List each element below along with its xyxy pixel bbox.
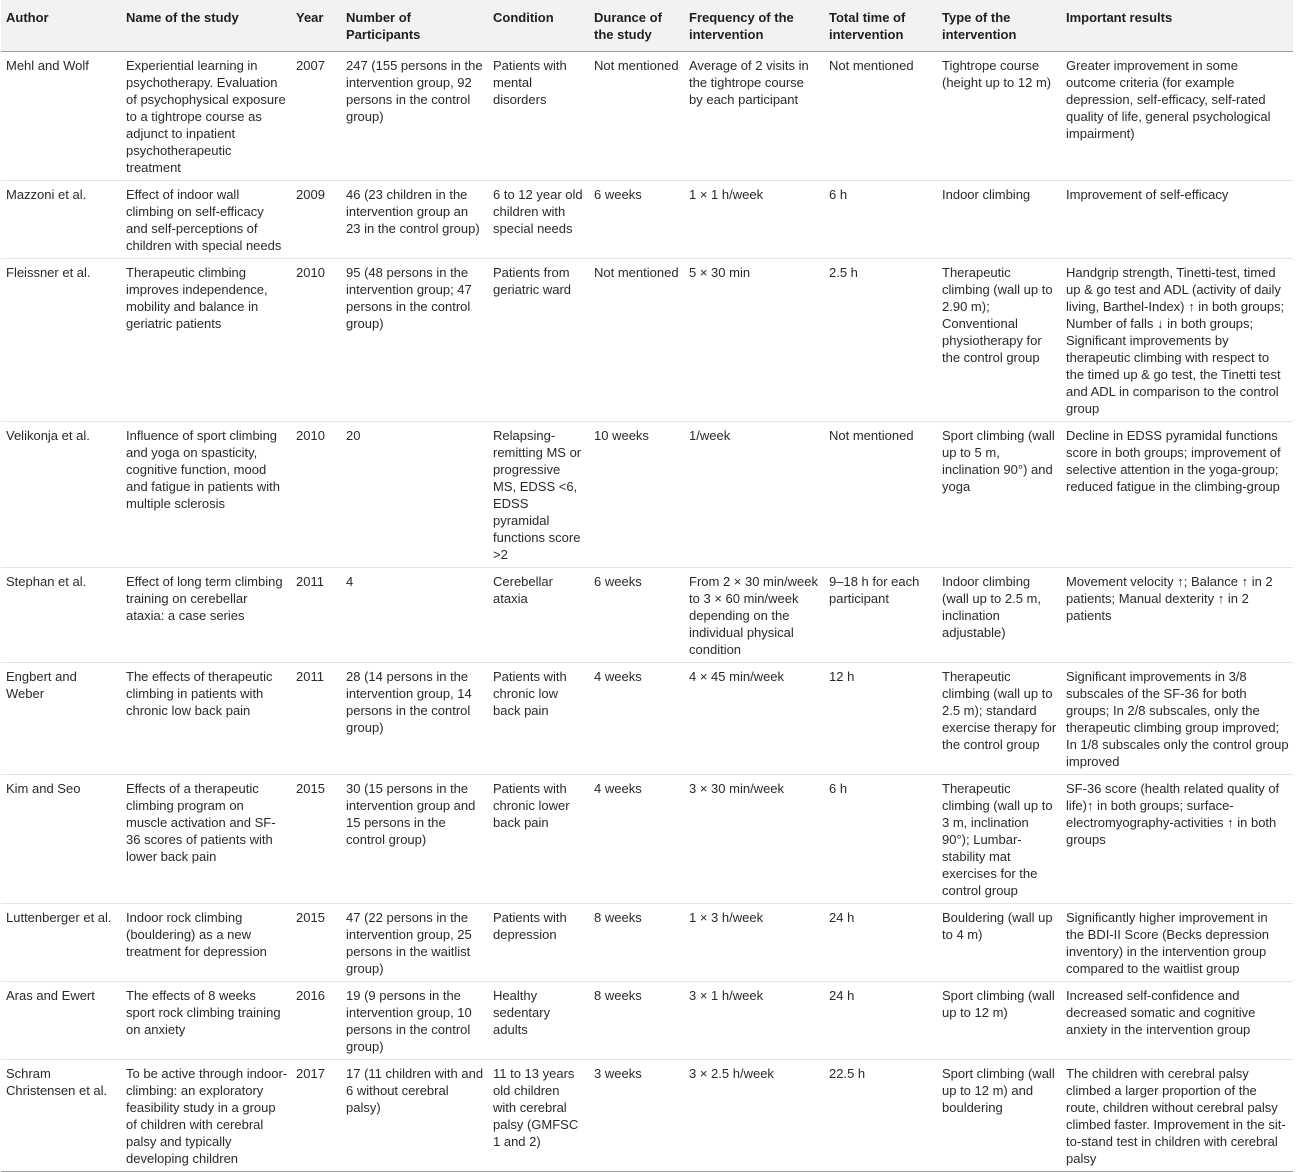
cell-duration: 6 weeks xyxy=(590,181,685,259)
header-duration: Durance of the study xyxy=(590,0,685,52)
table-row xyxy=(1,775,1293,904)
cell-author: Stephan et al. xyxy=(1,568,122,663)
cell-intervention-type: Bouldering (wall up to 4 m) xyxy=(938,904,1062,982)
cell-results: SF-36 score (health related quality of life)↑ in both groups; surface-electromyography-activities ↑ in both groups xyxy=(1062,775,1293,904)
cell-intervention-type: Therapeutic climbing (wall up to 2.5 m); standard exercise therapy for the control group xyxy=(938,663,1062,775)
cell-frequency: Average of 2 visits in the tightrope course by each participant xyxy=(685,52,825,181)
cell-total-time: 24 h xyxy=(825,982,938,1060)
cell-condition: Relapsing-remitting MS or progressive MS, EDSS <6, EDSS pyramidal functions score >2 xyxy=(489,422,590,568)
cell-frequency: 3 × 30 min/week xyxy=(685,775,825,904)
table-row xyxy=(1,181,1293,259)
cell-results: Increased self-confidence and decreased somatic and cognitive anxiety in the intervention group xyxy=(1062,982,1293,1060)
cell-participants: 47 (22 persons in the intervention group, 25 persons in the waitlist group) xyxy=(342,904,489,982)
cell-study-name: The effects of 8 weeks sport rock climbing training on anxiety xyxy=(122,982,292,1060)
cell-condition: Healthy sedentary adults xyxy=(489,982,590,1060)
cell-frequency: 4 × 45 min/week xyxy=(685,663,825,775)
table-row xyxy=(1,982,1293,1060)
header-frequency: Frequency of the intervention xyxy=(685,0,825,52)
header-results: Important results xyxy=(1062,0,1293,52)
cell-results: Movement velocity ↑; Balance ↑ in 2 patients; Manual dexterity ↑ in 2 patients xyxy=(1062,568,1293,663)
cell-total-time: Not mentioned xyxy=(825,52,938,181)
cell-condition: Patients with depression xyxy=(489,904,590,982)
cell-total-time: 22.5 h xyxy=(825,1060,938,1172)
cell-total-time: 6 h xyxy=(825,181,938,259)
cell-condition: Patients with chronic lower back pain xyxy=(489,775,590,904)
cell-intervention-type: Sport climbing (wall up to 12 m) xyxy=(938,982,1062,1060)
cell-results: Greater improvement in some outcome criteria (for example depression, self-efficacy, self-rated quality of life, general psychological impairment) xyxy=(1062,52,1293,181)
cell-results: The children with cerebral palsy climbed a larger proportion of the route, children without cerebral palsy climbed faster. Improvement in the sit-to-stand test in children with cerebral palsy xyxy=(1062,1060,1293,1172)
cell-author: Schram Christensen et al. xyxy=(1,1060,122,1172)
cell-frequency: 5 × 30 min xyxy=(685,259,825,422)
table-row xyxy=(1,259,1293,422)
cell-year: 2010 xyxy=(292,422,342,568)
cell-year: 2017 xyxy=(292,1060,342,1172)
cell-intervention-type: Indoor climbing xyxy=(938,181,1062,259)
cell-frequency: 3 × 2.5 h/week xyxy=(685,1060,825,1172)
table-header xyxy=(1,0,1293,52)
cell-year: 2009 xyxy=(292,181,342,259)
cell-frequency: 1/week xyxy=(685,422,825,568)
cell-duration: Not mentioned xyxy=(590,52,685,181)
cell-year: 2011 xyxy=(292,568,342,663)
cell-study-name: To be active through indoor-climbing: an exploratory feasibility study in a group of children with cerebral palsy and typically developing children xyxy=(122,1060,292,1172)
header-author: Author xyxy=(1,0,122,52)
cell-study-name: Effect of long term climbing training on cerebellar ataxia: a case series xyxy=(122,568,292,663)
cell-condition: 6 to 12 year old children with special needs xyxy=(489,181,590,259)
cell-study-name: Experiential learning in psychotherapy. Evaluation of psychophysical exposure to a tightrope course as adjunct to inpatient psychotherapeutic treatment xyxy=(122,52,292,181)
cell-year: 2015 xyxy=(292,775,342,904)
cell-author: Luttenberger et al. xyxy=(1,904,122,982)
cell-study-name: The effects of therapeutic climbing in patients with chronic low back pain xyxy=(122,663,292,775)
cell-author: Velikonja et al. xyxy=(1,422,122,568)
cell-author: Aras and Ewert xyxy=(1,982,122,1060)
cell-duration: Not mentioned xyxy=(590,259,685,422)
cell-participants: 46 (23 children in the intervention group an 23 in the control group) xyxy=(342,181,489,259)
cell-total-time: 2.5 h xyxy=(825,259,938,422)
cell-author: Mehl and Wolf xyxy=(1,52,122,181)
cell-year: 2010 xyxy=(292,259,342,422)
cell-participants: 30 (15 persons in the intervention group and 15 persons in the control group) xyxy=(342,775,489,904)
cell-study-name: Indoor rock climbing (bouldering) as a new treatment for depression xyxy=(122,904,292,982)
cell-year: 2007 xyxy=(292,52,342,181)
cell-condition: Patients with mental disorders xyxy=(489,52,590,181)
header-condition: Condition xyxy=(489,0,590,52)
table-row xyxy=(1,1060,1293,1172)
cell-results: Significant improvements in 3/8 subscales of the SF-36 for both groups; In 2/8 subscales, only the therapeutic climbing group improved; In 1/8 subscales only the control group improved xyxy=(1062,663,1293,775)
cell-study-name: Effects of a therapeutic climbing program on muscle activation and SF-36 scores of patients with lower back pain xyxy=(122,775,292,904)
cell-total-time: 12 h xyxy=(825,663,938,775)
cell-duration: 8 weeks xyxy=(590,904,685,982)
cell-duration: 3 weeks xyxy=(590,1060,685,1172)
table-row xyxy=(1,422,1293,568)
header-participants: Number of Participants xyxy=(342,0,489,52)
cell-intervention-type: Indoor climbing (wall up to 2.5 m, inclination adjustable) xyxy=(938,568,1062,663)
cell-participants: 28 (14 persons in the intervention group, 14 persons in the control group) xyxy=(342,663,489,775)
cell-condition: 11 to 13 years old children with cerebral palsy (GMFSC 1 and 2) xyxy=(489,1060,590,1172)
cell-total-time: 9–18 h for each participant xyxy=(825,568,938,663)
cell-total-time: Not mentioned xyxy=(825,422,938,568)
cell-duration: 8 weeks xyxy=(590,982,685,1060)
cell-duration: 4 weeks xyxy=(590,775,685,904)
cell-frequency: 3 × 1 h/week xyxy=(685,982,825,1060)
cell-participants: 4 xyxy=(342,568,489,663)
cell-participants: 17 (11 children with and 6 without cerebral palsy) xyxy=(342,1060,489,1172)
table-row xyxy=(1,904,1293,982)
table-row xyxy=(1,568,1293,663)
cell-duration: 4 weeks xyxy=(590,663,685,775)
cell-year: 2011 xyxy=(292,663,342,775)
header-intervention-type: Type of the intervention xyxy=(938,0,1062,52)
cell-total-time: 24 h xyxy=(825,904,938,982)
cell-results: Handgrip strength, Tinetti-test, timed up & go test and ADL (activity of daily living, Barthel-Index) ↑ in both groups; Number of falls ↓ in both groups; Significant improvements by therapeutic climbing with respect to the timed up & go test, the Tinetti test and ADL in comparison to the control group xyxy=(1062,259,1293,422)
header-total-time: Total time of intervention xyxy=(825,0,938,52)
cell-frequency: From 2 × 30 min/week to 3 × 60 min/week depending on the individual physical condition xyxy=(685,568,825,663)
cell-intervention-type: Therapeutic climbing (wall up to 3 m, inclination 90°); Lumbar-stability mat exercises for the control group xyxy=(938,775,1062,904)
cell-condition: Patients with chronic low back pain xyxy=(489,663,590,775)
cell-frequency: 1 × 3 h/week xyxy=(685,904,825,982)
header-year: Year xyxy=(292,0,342,52)
cell-year: 2015 xyxy=(292,904,342,982)
cell-duration: 10 weeks xyxy=(590,422,685,568)
cell-study-name: Therapeutic climbing improves independence, mobility and balance in geriatric patients xyxy=(122,259,292,422)
cell-year: 2016 xyxy=(292,982,342,1060)
cell-intervention-type: Sport climbing (wall up to 12 m) and bouldering xyxy=(938,1060,1062,1172)
cell-study-name: Effect of indoor wall climbing on self-efficacy and self-perceptions of children with special needs xyxy=(122,181,292,259)
cell-intervention-type: Tightrope course (height up to 12 m) xyxy=(938,52,1062,181)
cell-participants: 20 xyxy=(342,422,489,568)
cell-intervention-type: Therapeutic climbing (wall up to 2.90 m); Conventional physiotherapy for the control group xyxy=(938,259,1062,422)
cell-results: Improvement of self-efficacy xyxy=(1062,181,1293,259)
table-row xyxy=(1,663,1293,775)
cell-condition: Cerebellar ataxia xyxy=(489,568,590,663)
cell-total-time: 6 h xyxy=(825,775,938,904)
cell-results: Significantly higher improvement in the BDI-II Score (Becks depression inventory) in the intervention group compared to the waitlist group xyxy=(1062,904,1293,982)
cell-participants: 247 (155 persons in the intervention group, 92 persons in the control group) xyxy=(342,52,489,181)
cell-results: Decline in EDSS pyramidal functions score in both groups; improvement of selective attention in the yoga-group; reduced fatigue in the climbing-group xyxy=(1062,422,1293,568)
cell-author: Mazzoni et al. xyxy=(1,181,122,259)
cell-participants: 95 (48 persons in the intervention group; 47 persons in the control group) xyxy=(342,259,489,422)
cell-author: Engbert and Weber xyxy=(1,663,122,775)
cell-participants: 19 (9 persons in the intervention group, 10 persons in the control group) xyxy=(342,982,489,1060)
table-body xyxy=(1,52,1293,1172)
header-study-name: Name of the study xyxy=(122,0,292,52)
cell-author: Kim and Seo xyxy=(1,775,122,904)
cell-condition: Patients from geriatric ward xyxy=(489,259,590,422)
cell-intervention-type: Sport climbing (wall up to 5 m, inclination 90°) and yoga xyxy=(938,422,1062,568)
cell-study-name: Influence of sport climbing and yoga on spasticity, cognitive function, mood and fatigue in patients with multiple sclerosis xyxy=(122,422,292,568)
table-row xyxy=(1,52,1293,181)
cell-duration: 6 weeks xyxy=(590,568,685,663)
cell-frequency: 1 × 1 h/week xyxy=(685,181,825,259)
header-row xyxy=(1,0,1293,52)
cell-author: Fleissner et al. xyxy=(1,259,122,422)
studies-table xyxy=(1,0,1293,1172)
